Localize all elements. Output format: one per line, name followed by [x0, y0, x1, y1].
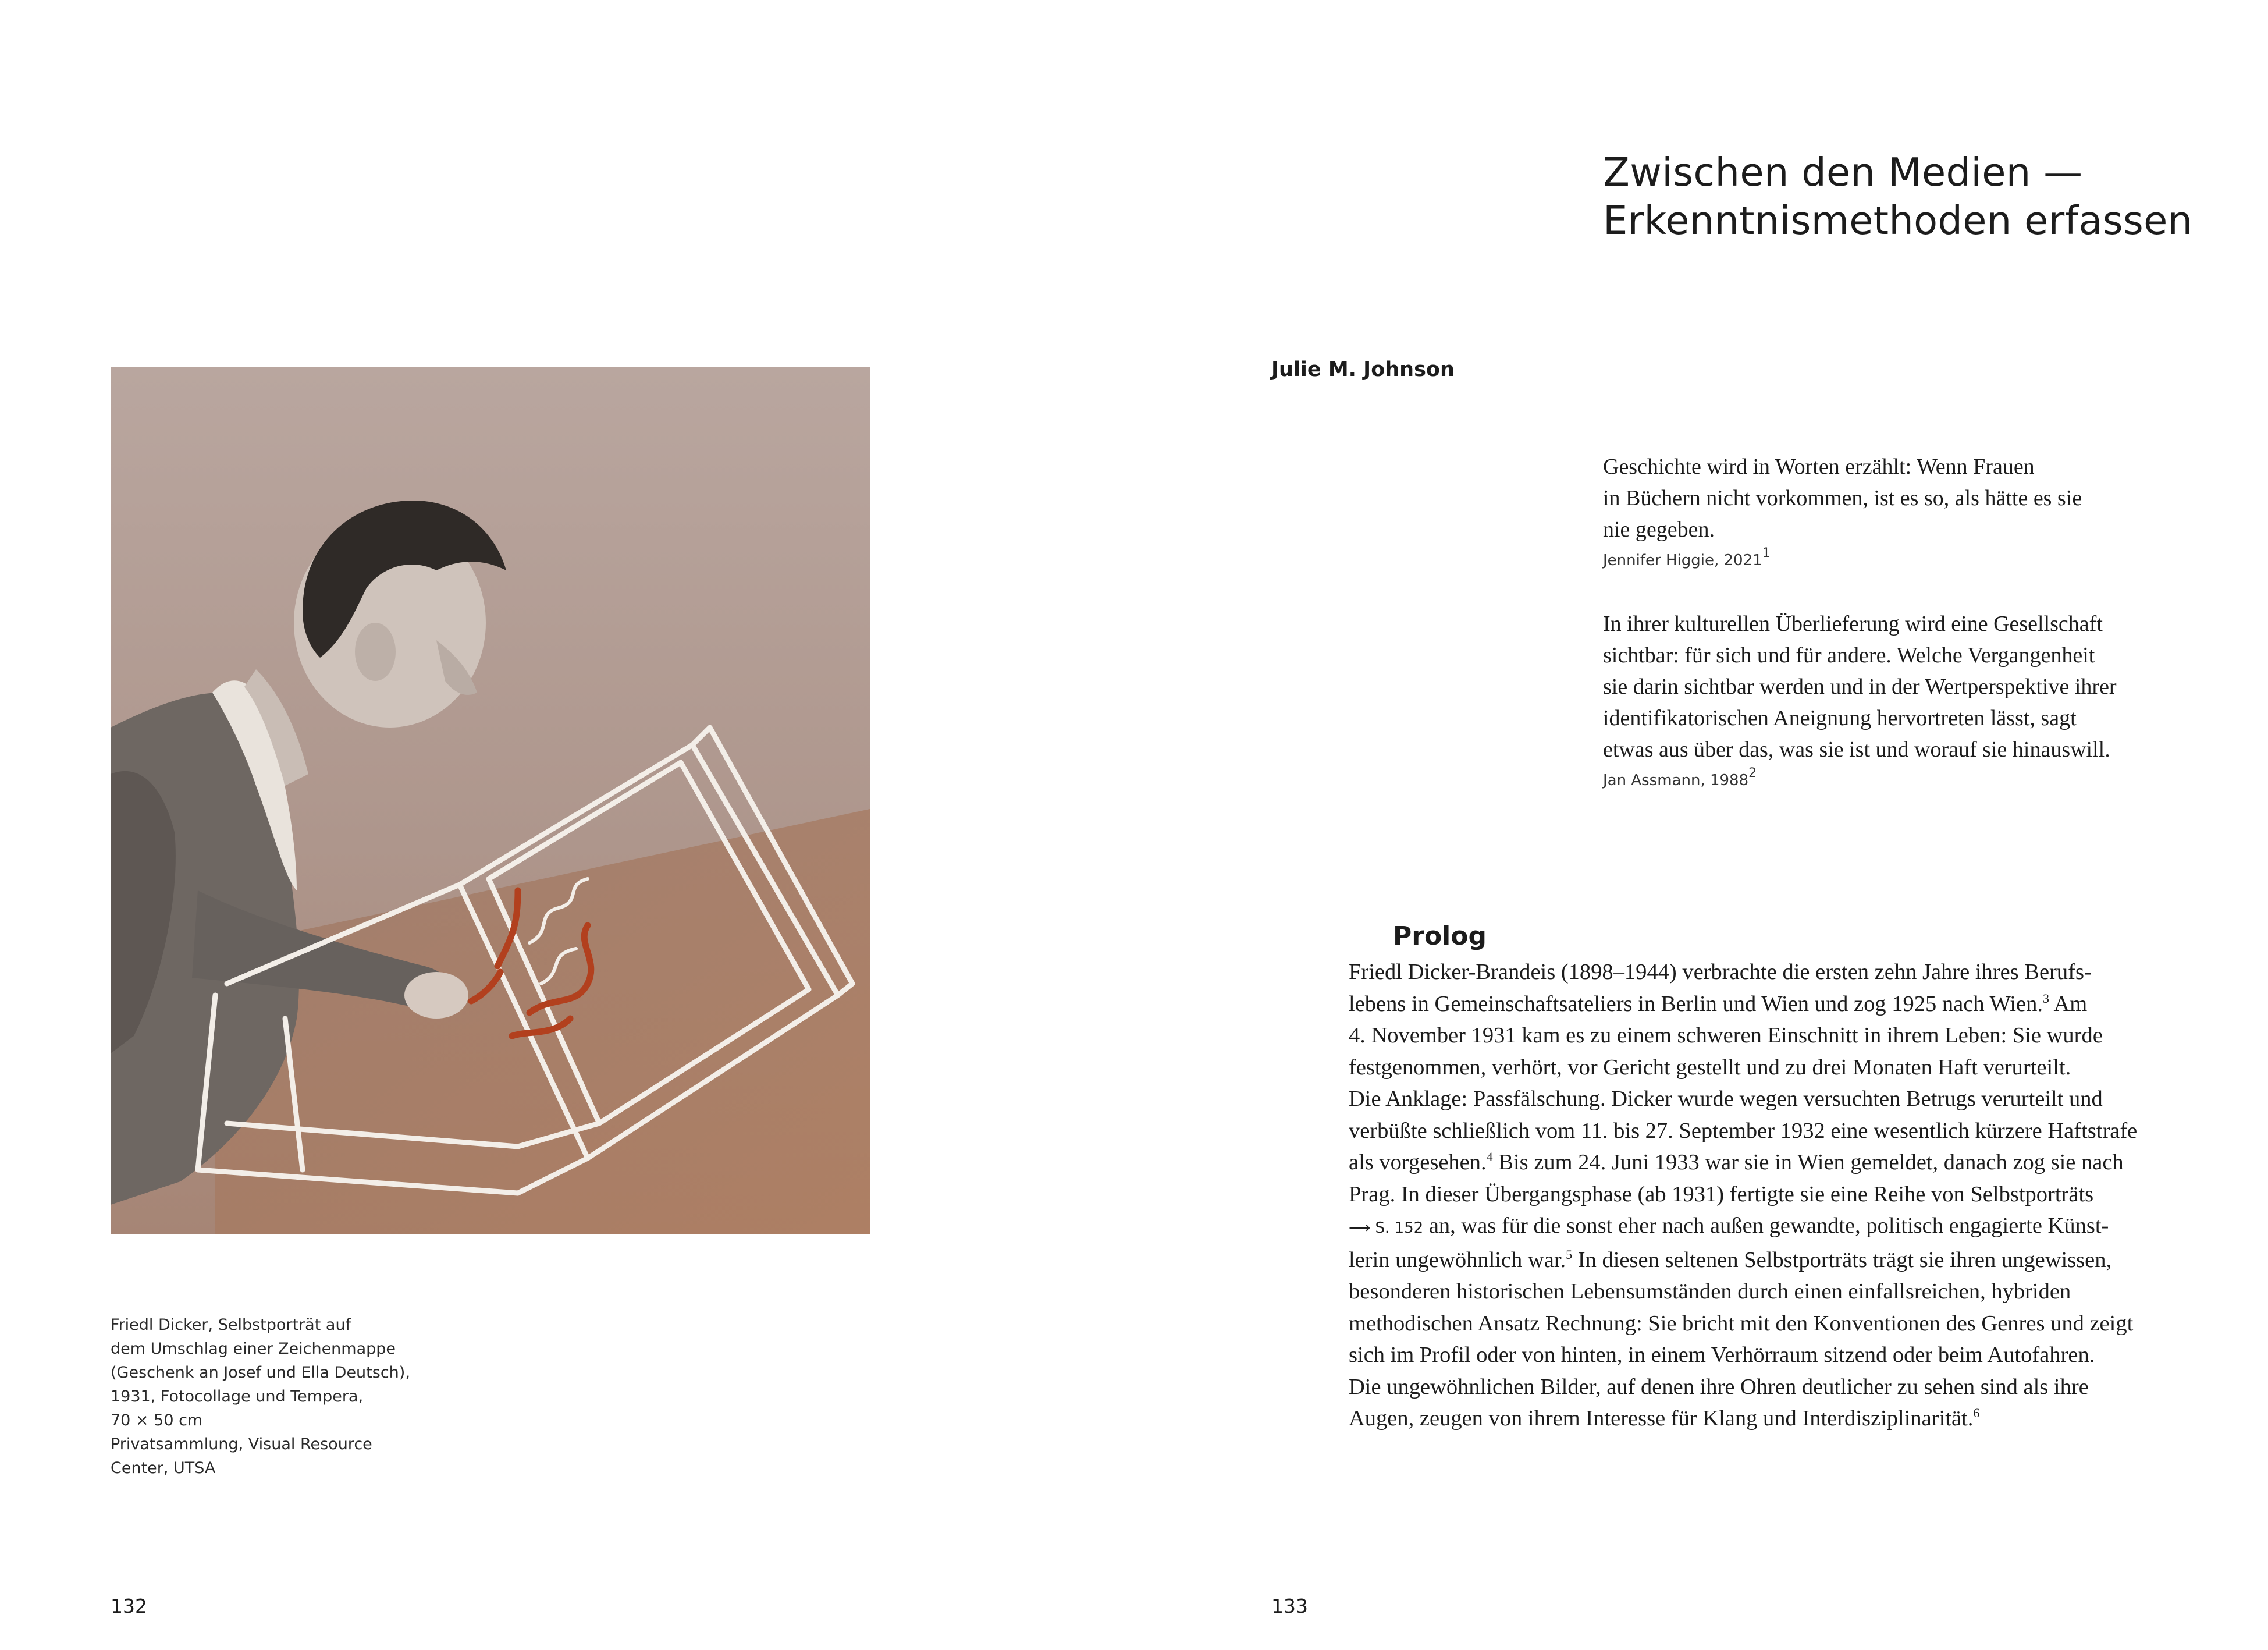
- body-line: methodischen Ansatz Rechnung: Sie bricht mit den Konventionen des Genres und zeigt: [1349, 1311, 2134, 1336]
- body-line: festgenommen, verhört, vor Gericht gestellt und zu drei Monaten Haft verurteilt.: [1349, 1055, 2071, 1080]
- quote-line: Geschichte wird in Worten erzählt: Wenn Frauen: [1603, 455, 2035, 479]
- epigraph-higgie: [1603, 451, 2214, 572]
- quote-source-text: Jan Assmann, 1988: [1603, 772, 1749, 789]
- body-text-run: lerin ungewöhnlich war.: [1349, 1247, 1566, 1272]
- body-line: [1349, 1147, 2210, 1179]
- body-text-run: Bis zum 24. Juni 1933 war sie in Wien gemeldet, danach zog sie nach: [1492, 1150, 2124, 1174]
- body-text-run: lebens in Gemeinschaftsateliers in Berlin und Wien und zog 1925 nach Wien.: [1349, 991, 2043, 1016]
- footnote-ref[interactable]: 6: [1973, 1406, 1980, 1420]
- quote-line: etwas aus über das, was sie ist und worauf sie hinauswill.: [1603, 737, 2110, 762]
- caption-line: 1931, Fotocollage und Tempera,: [111, 1388, 364, 1406]
- quote-source: [1603, 766, 2214, 792]
- footnote-ref[interactable]: 1: [1762, 546, 1771, 560]
- quote-source: [1603, 546, 2214, 572]
- caption-line: dem Umschlag einer Zeichenmappe: [111, 1340, 396, 1358]
- cross-reference-link[interactable]: ⟶ S. 152: [1349, 1219, 1424, 1237]
- body-line: besonderen historischen Lebensumständen durch einen einfallsreichen, hybriden: [1349, 1279, 2071, 1304]
- artwork-photo-collage: [111, 367, 870, 1234]
- author-name: Julie M. Johnson: [1271, 358, 1455, 381]
- body-text-run: Am: [2049, 991, 2088, 1016]
- chapter-title: [1603, 148, 2192, 245]
- body-line: [1349, 988, 2210, 1020]
- body-line: [1349, 1210, 2210, 1244]
- photo-collage-icon: [111, 367, 870, 1234]
- caption-line: (Geschenk an Josef und Ella Deutsch),: [111, 1364, 410, 1382]
- body-line: 4. November 1931 kam es zu einem schweren Einschnitt in ihrem Leben: Sie wurde: [1349, 1023, 2103, 1048]
- title-line: Erkenntnismethoden erfassen: [1603, 198, 2193, 243]
- body-text-run: als vorgesehen.: [1349, 1150, 1487, 1174]
- quote-line: nie gegeben.: [1603, 517, 1715, 542]
- body-line: Prag. In dieser Übergangsphase (ab 1931) fertigte sie eine Reihe von Selbstporträts: [1349, 1181, 2094, 1207]
- body-text-run: Augen, zeugen von ihrem Interesse für Klang und Interdisziplinarität.: [1349, 1406, 1974, 1431]
- quote-line: sie darin sichtbar werden und in der Wertperspektive ihrer: [1603, 675, 2117, 699]
- body-line: sich im Profil oder von hinten, in einem Verhörraum sitzend oder beim Autofahren.: [1349, 1343, 2095, 1367]
- quote-source-text: Jennifer Higgie, 2021: [1603, 552, 1762, 569]
- footnote-ref[interactable]: 4: [1486, 1149, 1493, 1164]
- page-number-right: 133: [1271, 1595, 1308, 1617]
- footnote-ref[interactable]: 3: [2042, 991, 2049, 1006]
- body-text-run: In diesen seltenen Selbstporträts trägt sie ihren ungewissen,: [1572, 1247, 2112, 1272]
- figure-caption: [111, 1313, 518, 1480]
- section-heading-prolog: Prolog: [1393, 921, 1487, 951]
- title-line: Zwischen den Medien —: [1603, 150, 2083, 195]
- body-line: [1349, 1244, 2210, 1276]
- body-line: Friedl Dicker-Brandeis (1898–1944) verbrachte die ersten zehn Jahre ihres Berufs-: [1349, 960, 2092, 984]
- body-line: [1349, 1403, 2210, 1435]
- page-number-left: 132: [111, 1595, 147, 1617]
- caption-line: 70 × 50 cm: [111, 1411, 203, 1429]
- body-line: Die ungewöhnlichen Bilder, auf denen ihre Ohren deutlicher zu sehen sind als ihre: [1349, 1374, 2089, 1399]
- caption-line: Friedl Dicker, Selbstporträt auf: [111, 1316, 351, 1334]
- quote-line: in Büchern nicht vorkommen, ist es so, als hätte es sie: [1603, 486, 2082, 510]
- body-text: [1349, 956, 2210, 1435]
- quote-line: In ihrer kulturellen Überlieferung wird eine Gesellschaft: [1603, 612, 2103, 636]
- body-text-run: an, was für die sonst eher nach außen gewandte, politisch engagierte Künst-: [1423, 1213, 2109, 1238]
- caption-line: Center, UTSA: [111, 1459, 216, 1477]
- body-line: Die Anklage: Passfälschung. Dicker wurde wegen versuchten Betrugs verurteilt und: [1349, 1087, 2103, 1111]
- footnote-ref[interactable]: 5: [1566, 1247, 1573, 1262]
- body-line: verbüßte schließlich vom 11. bis 27. September 1932 eine wesentlich kürzere Haftstrafe: [1349, 1118, 2138, 1143]
- quote-line: identifikatorischen Aneignung hervortreten lässt, sagt: [1603, 706, 2077, 730]
- epigraph-assmann: [1603, 608, 2214, 792]
- quote-line: sichtbar: für sich und für andere. Welche Vergangenheit: [1603, 643, 2095, 668]
- footnote-ref[interactable]: 2: [1748, 766, 1757, 780]
- caption-line: Privatsammlung, Visual Resource: [111, 1435, 372, 1453]
